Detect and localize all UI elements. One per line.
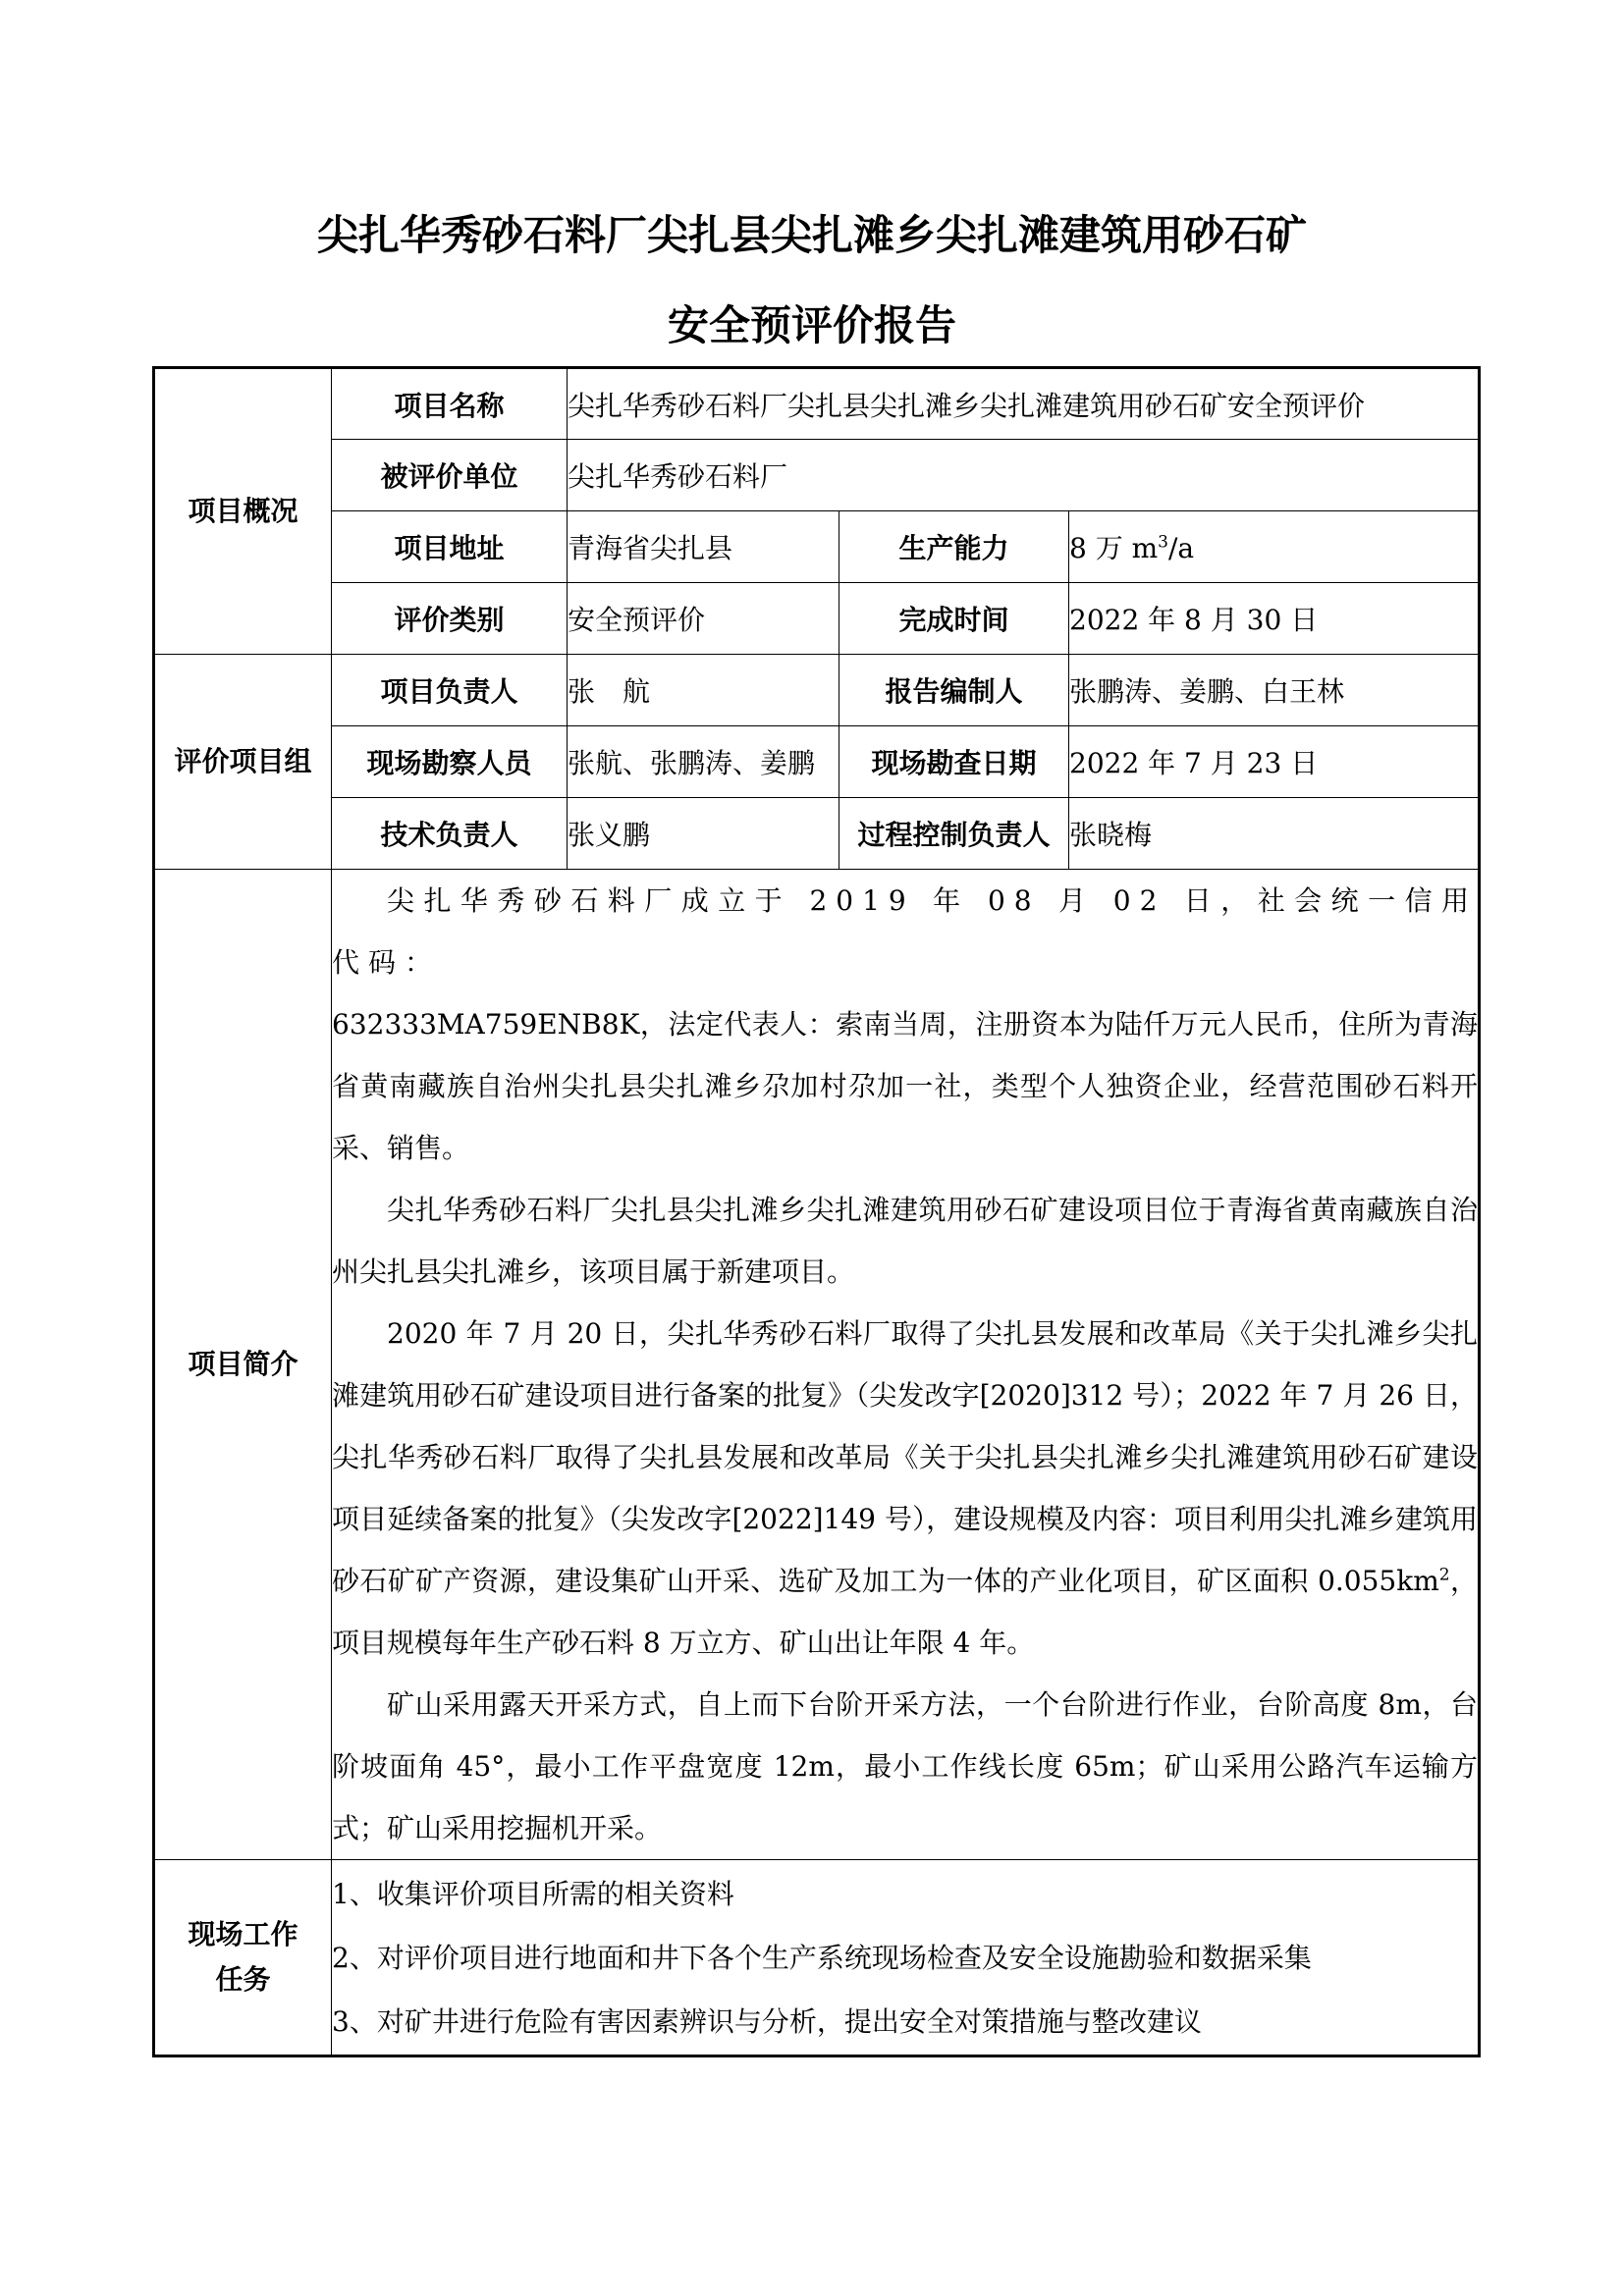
category-intro: 项目简介 bbox=[154, 870, 332, 1860]
intro-paragraph-3-end: ，项目规模每年生产砂石料 8 万立方、矿山出让年限 4 年。 bbox=[332, 1565, 1479, 1659]
completion-label: 完成时间 bbox=[839, 583, 1069, 655]
task-item: 2、对评价项目进行地面和井下各个生产系统现场检查及安全设施勘验和数据采集 bbox=[332, 1941, 1312, 1974]
category-tasks-label: 现场工作任务 bbox=[188, 1918, 298, 1996]
document-title-line1: 尖扎华秀砂石料厂尖扎县尖扎滩乡尖扎滩建筑用砂石矿 bbox=[316, 211, 1307, 259]
evaluated-unit-value: 尖扎华秀砂石料厂 bbox=[568, 440, 1480, 511]
intro-paragraph-3-main: 2020 年 7 月 20 日，尖扎华秀砂石料厂取得了尖扎县发展和改革局《关于尖扎滩乡尖扎滩建筑用砂石矿建设项目进行备案的批复》（尖发改字[2020]312 号）；2022 年 7 月 26 日，尖扎华秀砂石料厂取得了尖扎县发展和改革局《关于尖扎县尖扎滩乡尖扎滩建筑用砂石矿建设项目延续备案的批复》（尖发改字[2022]149 号），建设规模及内容：项目利用尖扎滩乡建筑用砂石矿矿产资源，建设集矿山开采、选矿及加工为一体的产业化项目，矿区面积 0.055km bbox=[332, 1317, 1479, 1597]
category-team: 评价项目组 bbox=[154, 655, 332, 870]
address-label: 项目地址 bbox=[332, 511, 568, 583]
tech-lead-label: 技术负责人 bbox=[332, 798, 568, 870]
project-name-label: 项目名称 bbox=[332, 368, 568, 440]
capacity-suffix: /a bbox=[1168, 532, 1195, 564]
intro-paragraph-4: 矿山采用露天开采方式，自上而下台阶开采方法，一个台阶进行作业，台阶高度 8m，台阶坡面角 45°，最小工作平盘宽度 12m，最小工作线长度 65m；矿山采用公路汽车运输方式；矿山采用挖掘机开采。 bbox=[332, 1688, 1479, 1844]
project-name-value: 尖扎华秀砂石料厂尖扎县尖扎滩乡尖扎滩建筑用砂石矿安全预评价 bbox=[568, 368, 1480, 440]
process-lead-value: 张晓梅 bbox=[1069, 798, 1480, 870]
capacity-prefix: 8 万 m bbox=[1069, 532, 1159, 564]
task-item: 1、收集评价项目所需的相关资料 bbox=[332, 1877, 734, 1910]
intro-paragraph-1-rest: 632333MA759ENB8K，法定代表人：索南当周，注册资本为陆仟万元人民币，住所为青海省黄南藏族自治州尖扎县尖扎滩乡尕加村尕加一社，类型个人独资企业，经营范围砂石料开采、销售。 bbox=[332, 1008, 1479, 1164]
report-author-label: 报告编制人 bbox=[839, 655, 1069, 726]
capacity-superscript: 3 bbox=[1158, 532, 1168, 553]
intro-paragraph-1-line-1: 尖扎华秀砂石料厂成立于 2019 年 08 月 02 日，社会统一信用代码： bbox=[332, 884, 1479, 979]
capacity-value bbox=[1069, 511, 1480, 583]
tech-lead-value: 张义鹏 bbox=[568, 798, 839, 870]
eval-type-value: 安全预评价 bbox=[568, 583, 839, 655]
capacity-label: 生产能力 bbox=[839, 511, 1069, 583]
intro-paragraph-3 bbox=[332, 1303, 1478, 1674]
leader-value: 张 航 bbox=[568, 655, 839, 726]
category-tasks bbox=[154, 1860, 332, 2056]
eval-type-label: 评价类别 bbox=[332, 583, 568, 655]
address-value: 青海省尖扎县 bbox=[568, 511, 839, 583]
report-info-table bbox=[152, 366, 1481, 2057]
project-intro-text bbox=[332, 870, 1480, 1860]
area-unit-superscript: 2 bbox=[1438, 1565, 1450, 1585]
process-lead-label: 过程控制负责人 bbox=[839, 798, 1069, 870]
completion-value: 2022 年 8 月 30 日 bbox=[1069, 583, 1480, 655]
report-author-value: 张鹏涛、姜鹏、白王林 bbox=[1069, 655, 1480, 726]
task-item: 3、对矿井进行危险有害因素辨识与分析，提出安全对策措施与整改建议 bbox=[332, 2004, 1202, 2038]
document-title-line2: 安全预评价报告 bbox=[667, 301, 956, 349]
evaluated-unit-label: 被评价单位 bbox=[332, 440, 568, 511]
site-staff-label: 现场勘察人员 bbox=[332, 726, 568, 798]
leader-label: 项目负责人 bbox=[332, 655, 568, 726]
category-overview: 项目概况 bbox=[154, 368, 332, 655]
site-date-value: 2022 年 7 月 23 日 bbox=[1069, 726, 1480, 798]
site-staff-value: 张航、张鹏涛、姜鹏 bbox=[568, 726, 839, 798]
site-date-label: 现场勘查日期 bbox=[839, 726, 1069, 798]
intro-paragraph-2: 尖扎华秀砂石料厂尖扎县尖扎滩乡尖扎滩建筑用砂石矿建设项目位于青海省黄南藏族自治州尖扎县尖扎滩乡，该项目属于新建项目。 bbox=[332, 1194, 1479, 1288]
site-tasks-list bbox=[332, 1860, 1480, 2056]
